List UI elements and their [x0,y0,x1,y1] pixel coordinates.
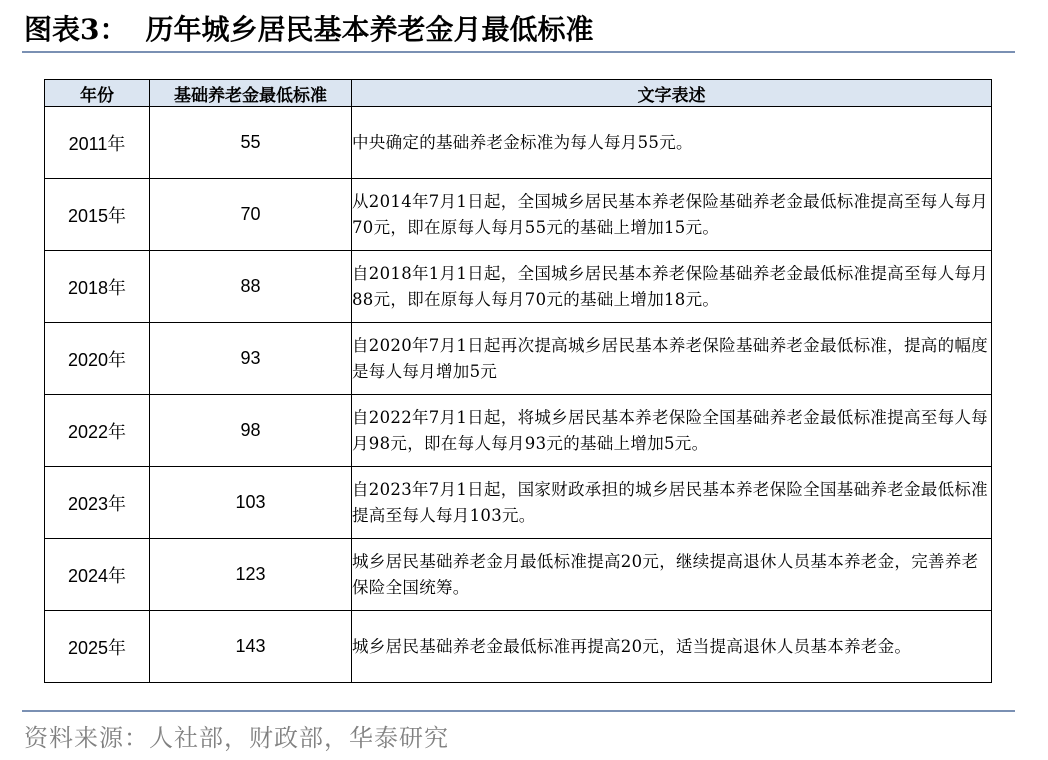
value-cell: 103 [150,467,352,539]
table-row [45,323,992,395]
year-cell: 2025年 [45,611,150,683]
description-cell: 自2023年7月1日起，国家财政承担的城乡居民基本养老保险全国基础养老金最低标准提高至每人每月103元。 [352,467,992,539]
year-cell: 2022年 [45,395,150,467]
value-cell: 123 [150,539,352,611]
figure-label: 图表3： [24,13,128,46]
table-row [45,179,992,251]
table-row [45,539,992,611]
value-cell: 93 [150,323,352,395]
table-row [45,611,992,683]
source-note: 资料来源：人社部，财政部，华泰研究 [24,724,449,752]
year-cell: 2011年 [45,107,150,179]
description-cell: 中央确定的基础养老金标准为每人每月55元。 [352,107,992,179]
bottom-divider [22,710,1015,712]
header-year: 年份 [45,80,150,107]
year-cell: 2018年 [45,251,150,323]
description-cell: 城乡居民基础养老金月最低标准提高20元，继续提高退休人员基本养老金，完善养老保险全国统筹。 [352,539,992,611]
table-row [45,467,992,539]
table-row [45,107,992,179]
year-cell: 2015年 [45,179,150,251]
figure-title [24,8,594,48]
description-cell: 自2022年7月1日起，将城乡居民基本养老保险全国基础养老金最低标准提高至每人每月98元，即在每人每月93元的基础上增加5元。 [352,395,992,467]
pension-standard-table [44,79,992,683]
value-cell: 88 [150,251,352,323]
year-cell: 2023年 [45,467,150,539]
table-row [45,251,992,323]
description-cell: 自2020年7月1日起再次提高城乡居民基本养老保险基础养老金最低标准，提高的幅度是每人每月增加5元 [352,323,992,395]
description-cell: 自2018年1月1日起，全国城乡居民基本养老保险基础养老金最低标准提高至每人每月88元，即在原每人每月70元的基础上增加18元。 [352,251,992,323]
value-cell: 143 [150,611,352,683]
table-row [45,395,992,467]
year-cell: 2024年 [45,539,150,611]
table-header-row [45,80,992,107]
header-description: 文字表述 [352,80,992,107]
value-cell: 55 [150,107,352,179]
description-cell: 从2014年7月1日起，全国城乡居民基本养老保险基础养老金最低标准提高至每人每月70元，即在原每人每月55元的基础上增加15元。 [352,179,992,251]
year-cell: 2020年 [45,323,150,395]
description-cell: 城乡居民基础养老金最低标准再提高20元，适当提高退休人员基本养老金。 [352,611,992,683]
value-cell: 70 [150,179,352,251]
top-divider [22,51,1015,53]
figure-title-text: 历年城乡居民基本养老金月最低标准 [145,13,594,46]
value-cell: 98 [150,395,352,467]
header-min-standard: 基础养老金最低标准 [150,80,352,107]
